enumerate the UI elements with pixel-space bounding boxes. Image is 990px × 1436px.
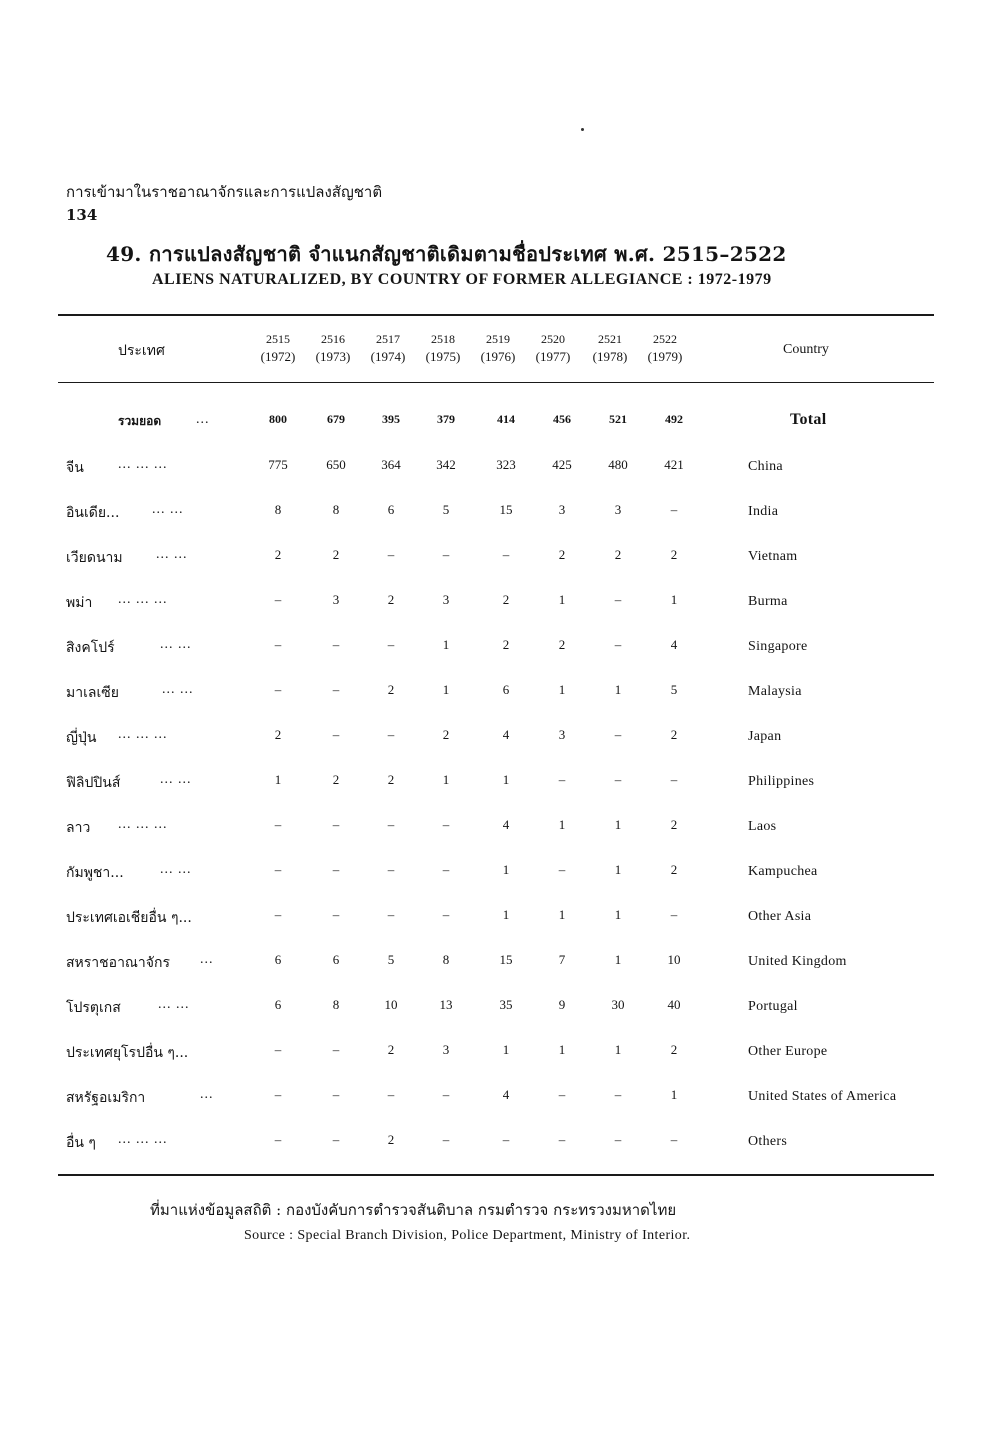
table-cell: – [332,682,340,697]
column-header-country-thai: ประเทศ [118,343,165,359]
row-label-thai: อื่น ๆ [66,1135,96,1151]
table-cell: 492 [665,412,683,426]
table-cell: 2 [558,547,566,562]
leader-dots: ... ... [152,502,184,517]
table-cell: – [558,1132,566,1147]
source-note-thai: ที่มาแห่งข้อมูลสถิติ : กองบังคับการตำรวจสันติบาล กรมตำรวจ กระทรวงมหาดไทย [150,1201,677,1219]
table-cell: 364 [381,457,401,472]
table-cell: – [274,1087,282,1102]
leader-dots: ... ... ... [118,592,168,607]
year-header [582,331,638,367]
table-row [0,1042,990,1087]
table-cell: 2 [670,727,678,742]
table-cell: 2 [670,1042,678,1057]
table-cell: 1 [274,772,282,787]
table-cell: 6 [502,682,510,697]
year-header [250,331,306,367]
table-cell: – [442,1132,450,1147]
table-cell: – [442,907,450,922]
row-label-english: Other Europe [748,1044,828,1059]
table-row [0,907,990,952]
table-cell: – [387,637,395,652]
table-row [0,457,990,502]
row-label-thai: ลาว [66,820,91,836]
row-label-thai: เวียดนาม [66,550,123,566]
row-label-thai: สหรัฐอเมริกา [66,1090,146,1106]
row-label-english: India [748,504,779,519]
row-label-english: China [748,459,783,474]
row-label-thai: อินเดีย... [66,505,120,521]
table-cell: – [614,1087,622,1102]
table-cell: – [387,547,395,562]
table-cell: 800 [269,412,287,426]
table-cell: 1 [442,682,450,697]
table-cell: 1 [558,1042,566,1057]
table-row [0,952,990,997]
table-cell: 4 [502,727,510,742]
table-cell: 4 [502,817,510,832]
table-cell: – [670,502,678,517]
year-header-buddhist: 2516 [321,332,345,346]
table-row [0,817,990,862]
table-cell: 5 [442,502,450,517]
year-header [305,331,361,367]
table-title-thai: 49. การแปลงสัญชาติ จำแนกสัญชาติเดิมตามชื่อประเทศ พ.ศ. 2515–2522 [106,242,787,266]
table-row [0,637,990,682]
year-header-gregorian: (1979) [647,349,683,364]
leader-dots: ... ... [160,637,192,652]
table-cell: – [387,817,395,832]
table-cell: – [502,1132,510,1147]
table-cell: 1 [502,1042,510,1057]
table-cell: – [274,817,282,832]
table-cell: 4 [502,1087,510,1102]
table-cell: 3 [614,502,622,517]
table-cell: – [274,907,282,922]
table-cell: – [670,1132,678,1147]
table-cell: 2 [442,727,450,742]
table-cell: 10 [384,997,398,1012]
table-cell: 2 [614,547,622,562]
table-cell: 456 [553,412,571,426]
table-cell: 5 [387,952,395,967]
table-cell: 2 [274,727,282,742]
table-cell: 342 [436,457,456,472]
table-cell: – [614,592,622,607]
table-cell: – [332,637,340,652]
leader-dots: ... ... [162,682,194,697]
table-cell: 8 [332,502,340,517]
table-cell: 9 [558,997,566,1012]
table-cell: – [274,1132,282,1147]
year-header-gregorian: (1975) [425,349,461,364]
table-cell: 1 [558,592,566,607]
leader-dots: ... ... [158,997,190,1012]
row-label-thai: ประเทศยุโรปอื่น ๆ... [66,1045,189,1061]
table-cell: – [274,682,282,697]
table-cell: 2 [670,547,678,562]
table-cell: 1 [614,817,622,832]
table-cell: 3 [558,727,566,742]
stray-mark [581,128,584,131]
table-cell: 1 [670,592,678,607]
year-header-gregorian: (1976) [480,349,516,364]
year-header-buddhist: 2517 [376,332,400,346]
table-cell: 2 [670,817,678,832]
row-label-english: Philippines [748,774,815,789]
row-label-english: Singapore [748,639,808,654]
table-cell: – [274,1042,282,1057]
table-cell: 6 [274,952,282,967]
table-cell: 6 [274,997,282,1012]
row-label-thai: พม่า [66,595,93,611]
table-cell: 414 [497,412,515,426]
year-header-buddhist: 2515 [266,332,290,346]
year-header-buddhist: 2519 [486,332,510,346]
year-header-buddhist: 2522 [653,332,677,346]
table-cell: – [558,1087,566,1102]
table-cell: – [274,637,282,652]
running-header: การเข้ามาในราชอาณาจักรและการแปลงสัญชาติ [66,183,383,201]
row-label-thai: โปรตุเกส [66,1000,121,1016]
table-cell: – [614,727,622,742]
table-cell: 1 [502,772,510,787]
table-cell: 7 [558,952,566,967]
table-cell: 521 [609,412,627,426]
table-cell: 35 [499,997,513,1012]
leader-dots: ... ... ... [118,457,168,472]
table-cell: 2 [502,637,510,652]
year-header-gregorian: (1978) [592,349,628,364]
table-cell: – [332,727,340,742]
table-cell: 3 [442,592,450,607]
leader-dots: ... ... [160,772,192,787]
table-cell: – [670,772,678,787]
year-header [637,331,693,367]
row-label-thai: มาเลเซีย [66,685,119,701]
table-cell: 2 [387,772,395,787]
table-row [0,547,990,592]
table-cell: 2 [274,547,282,562]
leader-dots: ... ... ... [118,817,168,832]
table-cell: 40 [667,997,681,1012]
table-cell: – [614,1132,622,1147]
leader-dots: ... [200,1087,214,1102]
row-label-thai: ฟิลิปปินส์ [66,775,121,791]
row-label-thai: ประเทศเอเชียอื่น ๆ... [66,910,192,926]
table-cell: – [274,592,282,607]
table-cell: 323 [496,457,516,472]
leader-dots: ... ... ... [118,1132,168,1147]
table-cell: 1 [502,907,510,922]
table-cell: 650 [326,457,346,472]
row-label-thai: สหราชอาณาจักร [66,955,170,971]
table-cell: 5 [670,682,678,697]
table-cell: 2 [332,547,340,562]
table-cell: 1 [670,1087,678,1102]
table-row [0,502,990,547]
table-cell: 4 [670,637,678,652]
year-header [525,331,581,367]
table-cell: – [558,772,566,787]
table-cell: – [502,547,510,562]
table-cell: – [442,817,450,832]
table-row [0,997,990,1042]
leader-dots: ... [196,412,210,427]
table-cell: – [332,907,340,922]
table-cell: 1 [558,817,566,832]
table-title-english: ALIENS NATURALIZED, BY COUNTRY OF FORMER ALLEGIANCE : 1972-1979 [152,271,772,288]
table-cell: 480 [608,457,628,472]
year-header-buddhist: 2518 [431,332,455,346]
leader-dots: ... [200,952,214,967]
table-cell: 1 [442,637,450,652]
row-label-english: Laos [748,819,777,834]
row-label-english: Vietnam [748,549,798,564]
table-cell: – [274,862,282,877]
table-row [0,682,990,727]
row-label-english: Total [790,411,827,428]
page-number: 134 [66,206,98,224]
row-label-thai: ญี่ปุ่น [66,730,97,746]
table-cell: 1 [614,952,622,967]
table-row [0,727,990,772]
table-cell: – [332,1042,340,1057]
table-cell: – [387,907,395,922]
table-cell: 15 [499,952,513,967]
table-cell: 1 [558,682,566,697]
table-cell: 3 [332,592,340,607]
table-cell: – [332,862,340,877]
table-cell: 2 [332,772,340,787]
table-cell: – [442,1087,450,1102]
table-cell: 1 [442,772,450,787]
table-cell: 379 [437,412,455,426]
row-label-english: United Kingdom [748,954,847,969]
table-header-rule [58,382,934,383]
leader-dots: ... ... [156,547,188,562]
table-cell: 775 [268,457,288,472]
year-header-buddhist: 2521 [598,332,622,346]
row-label-english: Other Asia [748,909,812,924]
table-cell: 2 [558,637,566,652]
row-label-thai: กัมพูชา... [66,865,124,881]
table-cell: – [614,637,622,652]
column-header-country-english: Country [783,342,829,357]
row-label-english: Malaysia [748,684,802,699]
table-cell: 1 [614,862,622,877]
year-header [470,331,526,367]
year-header-buddhist: 2520 [541,332,565,346]
row-label-thai: รวมยอด [118,414,162,428]
table-row-total [0,412,990,457]
table-cell: – [387,727,395,742]
table-cell: – [332,1087,340,1102]
year-header [360,331,416,367]
table-row [0,1087,990,1132]
table-row [0,592,990,637]
table-cell: – [442,862,450,877]
table-cell: – [558,862,566,877]
table-cell: – [670,907,678,922]
table-cell: 30 [611,997,625,1012]
table-cell: – [387,862,395,877]
table-cell: 1 [614,907,622,922]
row-label-thai: จีน [66,460,84,476]
table-cell: 8 [332,997,340,1012]
table-cell: 2 [387,1042,395,1057]
leader-dots: ... ... ... [118,727,168,742]
table-cell: 3 [558,502,566,517]
year-header-gregorian: (1974) [370,349,406,364]
table-cell: 3 [442,1042,450,1057]
table-cell: – [614,772,622,787]
table-cell: – [332,817,340,832]
table-cell: 2 [387,592,395,607]
table-cell: 15 [499,502,513,517]
table-cell: 395 [382,412,400,426]
table-row [0,1132,990,1177]
row-label-thai: สิงคโปร์ [66,640,115,656]
row-label-english: Kampuchea [748,864,818,879]
year-header-gregorian: (1973) [315,349,351,364]
row-label-english: United States of America [748,1089,897,1104]
year-header-gregorian: (1972) [260,349,296,364]
row-label-english: Japan [748,729,782,744]
row-label-english: Portugal [748,999,798,1014]
table-cell: 8 [442,952,450,967]
row-label-english: Burma [748,594,788,609]
table-cell: 425 [552,457,572,472]
table-row [0,772,990,817]
table-cell: 1 [502,862,510,877]
table-cell: 8 [274,502,282,517]
table-cell: 6 [387,502,395,517]
table-cell: – [387,1087,395,1102]
table-cell: 1 [614,1042,622,1057]
table-cell: 2 [387,682,395,697]
year-header-gregorian: (1977) [535,349,571,364]
table-cell: 6 [332,952,340,967]
table-cell: 13 [439,997,453,1012]
table-cell: 10 [667,952,681,967]
leader-dots: ... ... [160,862,192,877]
year-header [415,331,471,367]
table-cell: 2 [670,862,678,877]
source-note-english: Source : Special Branch Division, Police Department, Ministry of Interior. [244,1228,691,1243]
table-row [0,862,990,907]
table-cell: – [442,547,450,562]
table-top-rule [58,314,934,316]
table-cell: 1 [558,907,566,922]
table-cell: 2 [387,1132,395,1147]
table-cell: 679 [327,412,345,426]
row-label-english: Others [748,1134,788,1149]
table-cell: – [332,1132,340,1147]
table-cell: 1 [614,682,622,697]
table-cell: 421 [664,457,684,472]
table-cell: 2 [502,592,510,607]
